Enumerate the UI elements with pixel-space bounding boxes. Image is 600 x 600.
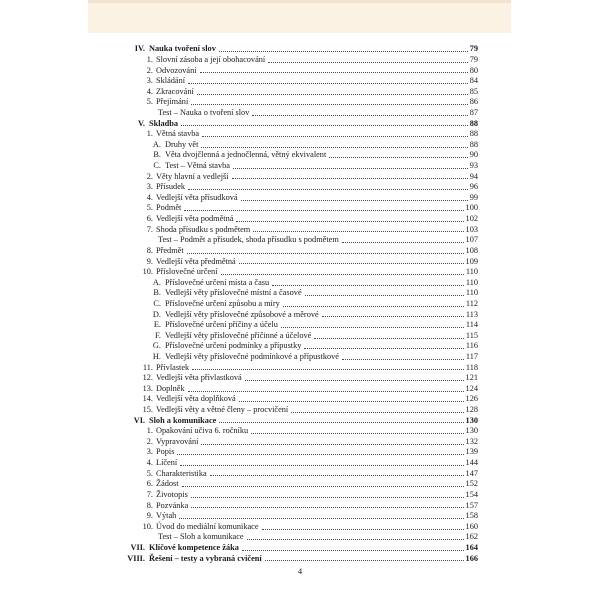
toc-row — [88, 468, 512, 479]
toc-row-label: Test – Podmět a přísudek, shoda přísudku s podmětem — [158, 235, 339, 245]
toc-row-number: D. — [152, 309, 161, 319]
dot-leader — [177, 454, 463, 455]
toc-row — [88, 415, 512, 426]
toc-row-number: 4. — [146, 86, 153, 96]
toc-row-number: B. — [153, 288, 161, 298]
toc-row — [88, 246, 512, 257]
toc-row-label: Test – Nauka o tvoření slov — [158, 107, 250, 117]
toc-row — [88, 171, 512, 182]
toc-row-label: Životopis — [156, 489, 188, 499]
dot-leader — [272, 285, 464, 286]
toc-row — [88, 288, 512, 299]
toc-row-number: VIII. — [127, 553, 145, 563]
toc-row-number: 1. — [146, 54, 153, 64]
toc-row — [88, 553, 512, 564]
toc-row-page: 103 — [465, 224, 478, 234]
toc-row-label: Přísudek — [156, 182, 186, 192]
toc-row-number: 1. — [146, 129, 153, 139]
dot-leader — [184, 210, 463, 211]
toc-row-label: Test – Větná stavba — [165, 161, 230, 171]
toc-row-page: 88 — [469, 139, 478, 149]
dot-leader — [247, 539, 464, 540]
dot-leader — [191, 507, 463, 508]
dot-leader — [202, 136, 468, 137]
toc-row-label: Zkracování — [156, 86, 194, 96]
toc-row-page: 130 — [465, 415, 478, 425]
toc-row-page: 99 — [469, 192, 478, 202]
dot-leader — [252, 115, 467, 116]
toc-row-page: 144 — [465, 458, 478, 468]
toc-row-label: Vedlejší věty příslovečné způsobové a měrové — [165, 309, 319, 319]
toc-row — [88, 256, 512, 267]
toc-row-label: Přívlastek — [156, 362, 190, 372]
toc-row — [88, 161, 512, 172]
dot-leader — [304, 348, 463, 349]
toc-row-number: VI. — [133, 415, 145, 425]
toc-row-number: 5. — [146, 97, 153, 107]
toc-row-page: 116 — [465, 341, 478, 351]
toc-row-number: 9. — [146, 511, 153, 521]
toc-row-page: 121 — [465, 373, 478, 383]
toc-row-page: 112 — [465, 298, 478, 308]
toc-row — [88, 362, 512, 373]
dot-leader — [201, 147, 467, 148]
toc-row-page: 93 — [469, 161, 478, 171]
toc-row-label: Odvozování — [156, 65, 197, 75]
toc-row — [88, 182, 512, 193]
toc-row-label: Vedlejší věta předmětná — [156, 256, 236, 266]
toc-row-label: Doplněk — [156, 383, 185, 393]
toc-row-label: Vedlejší věta přívlastková — [156, 373, 242, 383]
toc-row-page: 100 — [465, 203, 478, 213]
toc-row-number: 8. — [146, 245, 153, 255]
toc-row-label: Skládání — [156, 76, 186, 86]
toc-row-number: F. — [154, 330, 161, 340]
dot-leader — [192, 369, 464, 370]
dot-leader — [291, 412, 463, 413]
toc-row-label: Věty hlavní a vedlejší — [156, 171, 229, 181]
toc-row-page: 84 — [469, 76, 478, 86]
toc-row-page: 139 — [465, 447, 478, 457]
toc-row — [88, 437, 512, 448]
toc-row-label: Opakování učiva 6. ročníku — [156, 426, 249, 436]
toc-row-number: 5. — [146, 203, 153, 213]
toc-row-page: 126 — [465, 394, 478, 404]
toc-row-label: Sloh a komunikace — [149, 415, 217, 425]
toc-row — [88, 500, 512, 511]
toc-row — [88, 203, 512, 214]
toc-row — [88, 44, 512, 55]
toc-row-number: 10. — [142, 521, 153, 531]
toc-row-label: Vypravování — [156, 436, 199, 446]
toc-row-page: 88 — [469, 129, 478, 139]
page-number: 4 — [297, 566, 303, 576]
toc-row-page: 102 — [465, 214, 478, 224]
toc-row — [88, 384, 512, 395]
toc-row-label: Vedlejší věty příslovečné příčinné a účelové — [165, 330, 312, 340]
header-band — [88, 0, 511, 33]
toc-row — [88, 118, 512, 129]
toc-row — [88, 426, 512, 437]
toc-row-page: 107 — [465, 235, 478, 245]
toc-row-label: Příslovečné určení příčiny a účelu — [165, 320, 278, 330]
toc-row-number: 7. — [146, 224, 153, 234]
toc-row-page: 124 — [465, 383, 478, 393]
toc-row-label: Vedlejší věty a větné členy – procvičení — [156, 405, 289, 415]
dot-leader — [251, 433, 463, 434]
dot-leader — [329, 157, 467, 158]
toc-row-number: IV. — [134, 44, 145, 54]
dot-leader — [239, 401, 464, 402]
toc-row-page: 79 — [469, 44, 478, 54]
toc-row — [88, 405, 512, 416]
dot-leader — [242, 550, 464, 551]
toc-row-number: VII. — [130, 542, 145, 552]
dot-leader — [322, 316, 464, 317]
toc-row-label: Věta dvojčlenná a jednočlenná, větný ekvivalent — [165, 150, 327, 160]
dot-leader — [342, 242, 464, 243]
toc-row-number: 2. — [146, 65, 153, 75]
toc-row — [88, 193, 512, 204]
toc-row-label: Nauka tvoření slov — [149, 44, 216, 54]
dot-leader — [188, 391, 464, 392]
toc-row-page: 115 — [465, 330, 478, 340]
toc-row — [88, 543, 512, 554]
toc-row-page: 152 — [465, 479, 478, 489]
toc-row-number: C. — [153, 298, 161, 308]
toc-row-number: E. — [153, 320, 161, 330]
dot-leader — [314, 338, 464, 339]
dot-leader — [305, 295, 464, 296]
toc-row — [88, 267, 512, 278]
toc-row-page: 160 — [465, 521, 478, 531]
dot-leader — [191, 104, 467, 105]
toc-row-number: V. — [138, 118, 145, 128]
dot-leader — [188, 83, 468, 84]
toc-row-label: Výtah — [156, 511, 177, 521]
toc-row-label: Příslovečné určení způsobu a míry — [165, 298, 280, 308]
toc-row-number: A. — [152, 277, 161, 287]
toc-row-page: 117 — [465, 351, 478, 361]
toc-row-label: Pozvánka — [156, 500, 189, 510]
toc-row-label: Test – Sloh a komunikace — [158, 532, 244, 542]
toc-row-page: 86 — [469, 97, 478, 107]
dot-leader — [191, 497, 464, 498]
toc-row-page: 108 — [465, 245, 478, 255]
toc-row-page: 154 — [465, 489, 478, 499]
toc-row-page: 157 — [465, 500, 478, 510]
toc-row-label: Shoda přísudku s podmětem — [156, 224, 251, 234]
toc-row-number: 13. — [142, 383, 153, 393]
dot-leader — [283, 306, 464, 307]
dot-leader — [232, 178, 468, 179]
toc-row-page: 113 — [465, 309, 478, 319]
dot-leader — [182, 486, 464, 487]
toc-row — [88, 458, 512, 469]
dot-leader — [180, 465, 463, 466]
toc-row — [88, 224, 512, 235]
toc-row-page: 158 — [465, 511, 478, 521]
toc-row-number: 11. — [142, 362, 153, 372]
dot-leader — [236, 221, 463, 222]
toc-row-number: H. — [152, 351, 161, 361]
toc-row-label: Vedlejší věta přísudková — [156, 192, 238, 202]
toc-row-number: 7. — [146, 489, 153, 499]
toc-row — [88, 309, 512, 320]
toc-row-number: 2. — [146, 436, 153, 446]
toc-row-number: 9. — [146, 256, 153, 266]
toc-row-number: A. — [152, 139, 161, 149]
toc-row-page: 109 — [465, 256, 478, 266]
dot-leader — [221, 274, 464, 275]
toc-row — [88, 490, 512, 501]
toc-row-number: 15. — [142, 405, 153, 415]
toc-row-label: Vedlejší věta podmětná — [156, 214, 234, 224]
toc-row-number: 8. — [146, 500, 153, 510]
toc-row — [88, 76, 512, 87]
dot-leader — [179, 518, 463, 519]
toc-row — [88, 108, 512, 119]
toc-row-label: Podmět — [156, 203, 182, 213]
toc-row-number: 3. — [146, 76, 153, 86]
toc-row-number: 6. — [146, 479, 153, 489]
toc-row — [88, 235, 512, 246]
toc-row-number: B. — [153, 150, 161, 160]
toc-row-page: 128 — [465, 405, 478, 415]
toc-row-number: 3. — [146, 182, 153, 192]
dot-leader — [201, 444, 463, 445]
dot-leader — [241, 200, 468, 201]
toc-row — [88, 532, 512, 543]
dot-leader — [253, 231, 463, 232]
dot-leader — [281, 327, 464, 328]
toc-row-page: 132 — [465, 436, 478, 446]
toc-row-number: C. — [153, 161, 161, 171]
toc-row-label: Přejímání — [156, 97, 189, 107]
dot-leader — [200, 72, 468, 73]
toc-row-number: 2. — [146, 171, 153, 181]
toc-row-number: 6. — [146, 214, 153, 224]
toc-row-number: 4. — [146, 458, 153, 468]
toc-row-label: Příslovečné určení místa a času — [165, 277, 270, 287]
toc-row-label: Úvod do mediální komunikace — [156, 521, 259, 531]
toc-row-page: 130 — [465, 426, 478, 436]
toc-row — [88, 139, 512, 150]
dot-leader — [233, 168, 468, 169]
toc-list — [88, 44, 512, 564]
toc-row — [88, 479, 512, 490]
dot-leader — [219, 422, 463, 423]
dot-leader — [245, 380, 464, 381]
toc-row-page: 79 — [469, 54, 478, 64]
toc-row-label: Příslovečné určení podmínky a přípustky — [165, 341, 302, 351]
dot-leader — [268, 62, 467, 63]
toc-row-number: G. — [152, 341, 161, 351]
toc-row-label: Příslovečné určení — [156, 267, 218, 277]
toc-row-label: Předmět — [156, 245, 184, 255]
toc-row-page: 80 — [469, 65, 478, 75]
toc-row-label: Větná stavba — [156, 129, 200, 139]
toc-row — [88, 86, 512, 97]
dot-leader — [239, 263, 464, 264]
toc-row-label: Skladba — [149, 118, 179, 128]
toc-row-label: Druhy vět — [165, 139, 199, 149]
toc-row-label: Vedlejší věty příslovečné místní a časové — [165, 288, 302, 298]
toc-row-page: 96 — [469, 182, 478, 192]
toc-row-label: Řešení – testy a vybraná cvičení — [149, 553, 262, 563]
toc-row — [88, 521, 512, 532]
toc-row — [88, 65, 512, 76]
toc-row-page: 110 — [465, 267, 478, 277]
toc-row — [88, 394, 512, 405]
toc-row — [88, 352, 512, 363]
toc-row — [88, 320, 512, 331]
toc-row — [88, 299, 512, 310]
toc-row — [88, 511, 512, 522]
toc-row-number: 14. — [142, 394, 153, 404]
toc-row — [88, 150, 512, 161]
toc-row-number: 10. — [142, 267, 153, 277]
toc-row — [88, 373, 512, 384]
toc-row — [88, 55, 512, 66]
dot-leader — [187, 253, 464, 254]
toc-row-number: 12. — [142, 373, 153, 383]
dot-leader — [219, 51, 468, 52]
toc-row — [88, 330, 512, 341]
dot-leader — [262, 529, 464, 530]
header-band-top-edge — [88, 0, 511, 3]
dot-leader — [197, 94, 468, 95]
toc-row-label: Žádost — [156, 479, 179, 489]
dot-leader — [188, 189, 468, 190]
toc-row-number: 1. — [146, 426, 153, 436]
toc-row-page: 164 — [465, 542, 478, 552]
toc-row-number: 3. — [146, 447, 153, 457]
toc-row-page: 166 — [465, 553, 478, 563]
toc-row-label: Líčení — [156, 458, 178, 468]
toc-row-page: 162 — [465, 532, 478, 542]
dot-leader — [181, 125, 468, 126]
dot-leader — [342, 359, 464, 360]
toc-row — [88, 129, 512, 140]
toc-row-page: 147 — [465, 468, 478, 478]
toc-row-label: Vedlejší věty příslovečné podmínkové a přípustkové — [165, 351, 339, 361]
toc-row-page: 118 — [465, 362, 478, 372]
toc-row-label: Charakteristika — [156, 468, 207, 478]
toc-row — [88, 97, 512, 108]
toc-row-label: Slovní zásoba a její obohacování — [156, 54, 266, 64]
dot-leader — [210, 475, 464, 476]
toc-row-page: 110 — [465, 277, 478, 287]
toc-row — [88, 214, 512, 225]
toc-row-page: 88 — [469, 118, 478, 128]
toc-row-label: Popis — [156, 447, 175, 457]
toc-row-page: 90 — [469, 150, 478, 160]
toc-row — [88, 447, 512, 458]
toc-row-page: 85 — [469, 86, 478, 96]
dot-leader — [265, 560, 464, 561]
toc-row-page: 94 — [469, 171, 478, 181]
toc-row-label: Klíčové kompetence žáka — [149, 542, 239, 552]
toc-row-label: Vedlejší věta doplňková — [156, 394, 236, 404]
toc-row — [88, 277, 512, 288]
toc-row-number: 5. — [146, 468, 153, 478]
toc-row-number: 4. — [146, 192, 153, 202]
toc-row-page: 110 — [465, 288, 478, 298]
toc-row-page: 87 — [469, 107, 478, 117]
toc-row-page: 114 — [465, 320, 478, 330]
toc-row — [88, 341, 512, 352]
